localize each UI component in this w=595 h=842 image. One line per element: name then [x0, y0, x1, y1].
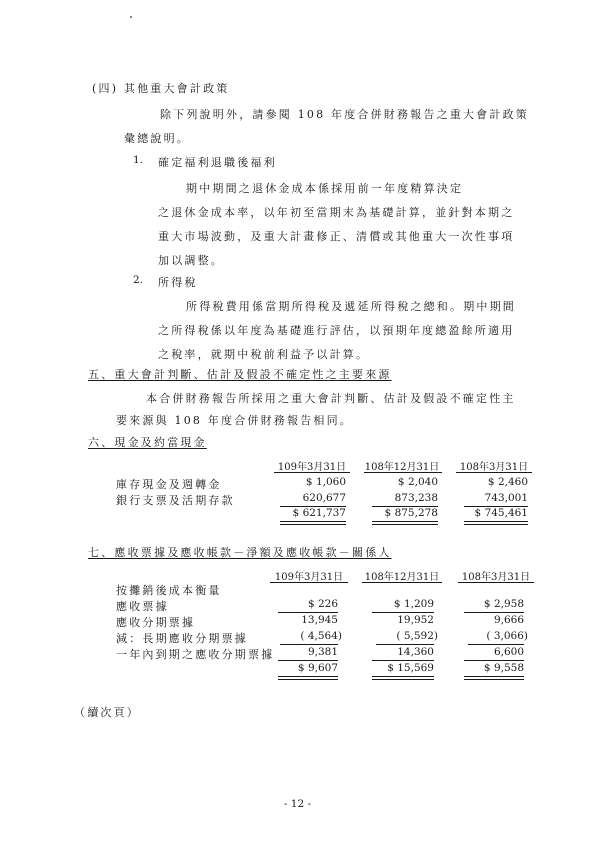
sec7-subtotal-rule: [464, 660, 524, 661]
sec6-header-rule: [456, 472, 532, 473]
sec7-cell: 14,360: [397, 646, 434, 658]
sec6-cell: 873,238: [394, 492, 438, 504]
sec6-col-header: 109年3月31日: [277, 462, 347, 473]
sec7-row-label: 應收分期票據: [116, 616, 196, 629]
sec7-row-rule: [376, 644, 434, 645]
sec4-item1-num: 1.: [133, 154, 144, 166]
sec7-total-double-rule: [278, 676, 338, 680]
sec7-row-label: 應收票據: [116, 600, 169, 613]
sec6-total-double-rule: [464, 521, 528, 525]
sec4-intro-line1: 除下列說明外，請參閱 108 年度合併財務報告之重大會計政策: [160, 108, 529, 121]
sec4-item2-line: 之所得稅係以年度為基礎進行評估，以預期年度總盈餘所適用: [158, 324, 515, 337]
sec4-item1-line: 之退休金成本率，以年初至當期末為基礎計算，並針對本期之: [158, 206, 515, 219]
sec4-item2-line: 之稅率，就期中稅前利益予以計算。: [158, 348, 370, 361]
sec6-row-label: 庫存現金及週轉金: [116, 478, 222, 491]
sec7-cell: 19,952: [397, 614, 434, 626]
sec5-heading: 五、重大會計判斷、估計及假設不確定性之主要來源: [88, 368, 392, 381]
sec6-heading: 六、現金及約當現金: [88, 436, 207, 449]
sec7-total-double-rule: [464, 676, 524, 680]
sec5-line1: 本合併財務報告所採用之重大會計判斷、估計及假設不確定性主: [146, 392, 516, 405]
sec7-cell: ( 5,592): [396, 630, 438, 642]
sec4-item1-title: 確定福利退職後福利: [158, 156, 277, 169]
sec7-total: $ 9,558: [483, 662, 524, 674]
sec4-intro-line2: 彙總說明。: [124, 132, 190, 145]
page-number: - 12 -: [283, 798, 312, 810]
sec7-total: $ 15,569: [387, 662, 434, 674]
sec6-col-header: 108年12月31日: [364, 462, 440, 473]
sec7-cell: 13,945: [301, 614, 338, 626]
sec7-row-rule: [280, 644, 338, 645]
sec6-row-label: 銀行支票及活期存款: [116, 494, 235, 507]
sec7-header-rule: [362, 582, 442, 583]
sec6-col-header: 108年3月31日: [459, 462, 529, 473]
sec7-group-label: 按攤銷後成本衡量: [116, 584, 222, 597]
sec4-item1-line: 重大市場波動，及重大計畫修正、清償或其他重大一次性事項: [158, 230, 515, 243]
sec7-cell: ( 3,066): [486, 630, 528, 642]
sec6-total: $ 875,278: [384, 507, 438, 519]
sec6-total: $ 745,461: [474, 507, 528, 519]
sec7-col-header: 108年3月31日: [461, 572, 531, 583]
sec6-total-double-rule: [280, 521, 346, 525]
sec7-col-header: 109年3月31日: [274, 572, 344, 583]
sec7-row-label: 減：長期應收分期票據: [116, 632, 248, 645]
sec6-cell: $ 2,460: [487, 476, 528, 488]
sec7-total-double-rule: [372, 676, 434, 680]
sec6-cell: $ 1,060: [305, 476, 346, 488]
sec7-cell: 9,381: [307, 646, 338, 658]
sec6-cell: $ 2,040: [397, 476, 438, 488]
sec6-total: $ 621,737: [292, 507, 346, 519]
sec4-item1-line: 期中期間之退休金成本係採用前一年度精算決定: [186, 182, 464, 195]
sec7-header-rule: [270, 582, 348, 583]
sec7-cell: $ 1,209: [393, 598, 434, 610]
sec7-cell: $ 2,958: [483, 598, 524, 610]
sec7-subtotal-rule: [278, 660, 338, 661]
sec4-item2-num: 2.: [133, 274, 144, 286]
sec6-cell: 743,001: [484, 492, 528, 504]
sec7-row-rule: [372, 612, 434, 613]
sec7-subtotal-rule: [372, 660, 434, 661]
sec6-total-double-rule: [372, 521, 438, 525]
continued-note: （續次頁）: [74, 706, 140, 719]
sec7-cell: 6,600: [493, 646, 524, 658]
sec7-heading: 七、應收票據及應收帳款－淨額及應收帳款－關係人: [88, 546, 392, 559]
sec5-line2: 要來源與 108 年度合併財務報告相同。: [116, 414, 353, 427]
sec4-item2-line: 所得稅費用係當期所得稅及遞延所得稅之總和。期中期間: [186, 300, 516, 313]
sec6-cell: 620,677: [302, 492, 346, 504]
sec7-row-rule: [464, 612, 524, 613]
sec6-header-rule: [364, 472, 442, 473]
scan-speck: [130, 16, 132, 18]
sec4-item2-title: 所得稅: [158, 276, 198, 289]
sec7-total: $ 9,607: [297, 662, 338, 674]
sec7-header-rule: [458, 582, 534, 583]
sec4-item1-line: 加以調整。: [158, 254, 224, 267]
sec4-heading: (四) 其他重大會計政策: [92, 82, 230, 95]
sec7-cell: 9,666: [493, 614, 524, 626]
sec7-col-header: 108年12月31日: [364, 572, 440, 583]
sec7-cell: $ 226: [307, 598, 338, 610]
sec7-row-rule: [468, 644, 524, 645]
sec7-row-label: 一年內到期之應收分期票據: [116, 648, 275, 661]
sec6-header-rule: [274, 472, 350, 473]
sec7-row-rule: [278, 612, 338, 613]
sec7-cell: ( 4,564): [300, 630, 342, 642]
